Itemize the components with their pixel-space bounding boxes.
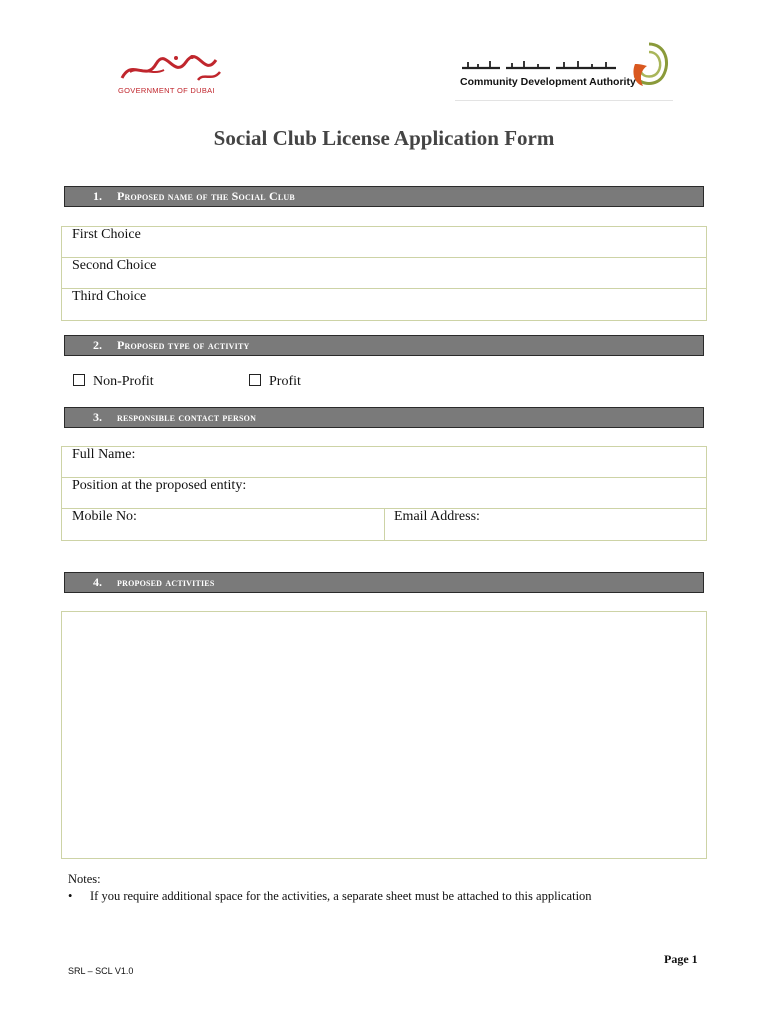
mobile-field-label[interactable]: Mobile No: xyxy=(72,509,137,524)
profit-option[interactable] xyxy=(249,374,301,390)
section-1-header xyxy=(64,186,704,207)
proposed-activities-textarea[interactable] xyxy=(61,611,707,859)
club-name-box xyxy=(61,226,707,321)
email-field-label[interactable]: Email Address: xyxy=(394,509,480,524)
option-label: Non-Profit xyxy=(93,374,154,389)
contact-box xyxy=(61,446,707,541)
third-choice-field[interactable] xyxy=(62,289,706,320)
notes-title: Notes: xyxy=(68,872,101,886)
section-4-header xyxy=(64,572,704,593)
position-field[interactable] xyxy=(62,478,706,509)
section-label: Proposed type of activity xyxy=(117,338,250,352)
cda-arabic-name xyxy=(460,58,620,72)
second-choice-field[interactable] xyxy=(62,258,706,289)
field-label: Third Choice xyxy=(72,289,147,304)
community-development-authority-logo xyxy=(455,38,675,102)
section-number: 1. xyxy=(93,189,102,203)
field-label: Second Choice xyxy=(72,258,157,273)
gov-logo-caption: GOVERNMENT OF DUBAI xyxy=(118,86,215,95)
option-label: Profit xyxy=(269,374,301,389)
note-item xyxy=(68,889,592,904)
section-2-header xyxy=(64,335,704,356)
mobile-email-row xyxy=(62,509,706,540)
document-code: SRL – SCL V1.0 xyxy=(68,966,134,976)
field-label: First Choice xyxy=(72,227,141,242)
page-title: Social Club License Application Form xyxy=(213,126,555,150)
note-text: If you require additional space for the activities, a separate sheet must be attached to this application xyxy=(90,889,592,903)
non-profit-option[interactable] xyxy=(73,374,154,390)
section-number: 2. xyxy=(93,338,102,352)
field-label: Position at the proposed entity: xyxy=(72,478,247,493)
section-3-header xyxy=(64,407,704,428)
field-label: Full Name: xyxy=(72,447,136,462)
cda-emblem-icon xyxy=(625,40,673,95)
bullet: • xyxy=(68,889,73,903)
section-label: Proposed name of the Social Club xyxy=(117,189,295,203)
section-number: 4. xyxy=(93,575,102,589)
first-choice-field[interactable] xyxy=(62,227,706,258)
page-number: Page 1 xyxy=(664,952,698,966)
non-profit-checkbox[interactable] xyxy=(73,374,85,386)
government-of-dubai-logo xyxy=(112,52,227,100)
header-divider xyxy=(455,100,673,101)
column-divider xyxy=(384,509,385,540)
section-number: 3. xyxy=(93,410,102,424)
full-name-field[interactable] xyxy=(62,447,706,478)
section-label: responsible contact person xyxy=(117,410,257,424)
profit-checkbox[interactable] xyxy=(249,374,261,386)
cda-name: Community Development Authority xyxy=(460,76,636,88)
section-label: proposed activities xyxy=(117,575,215,589)
